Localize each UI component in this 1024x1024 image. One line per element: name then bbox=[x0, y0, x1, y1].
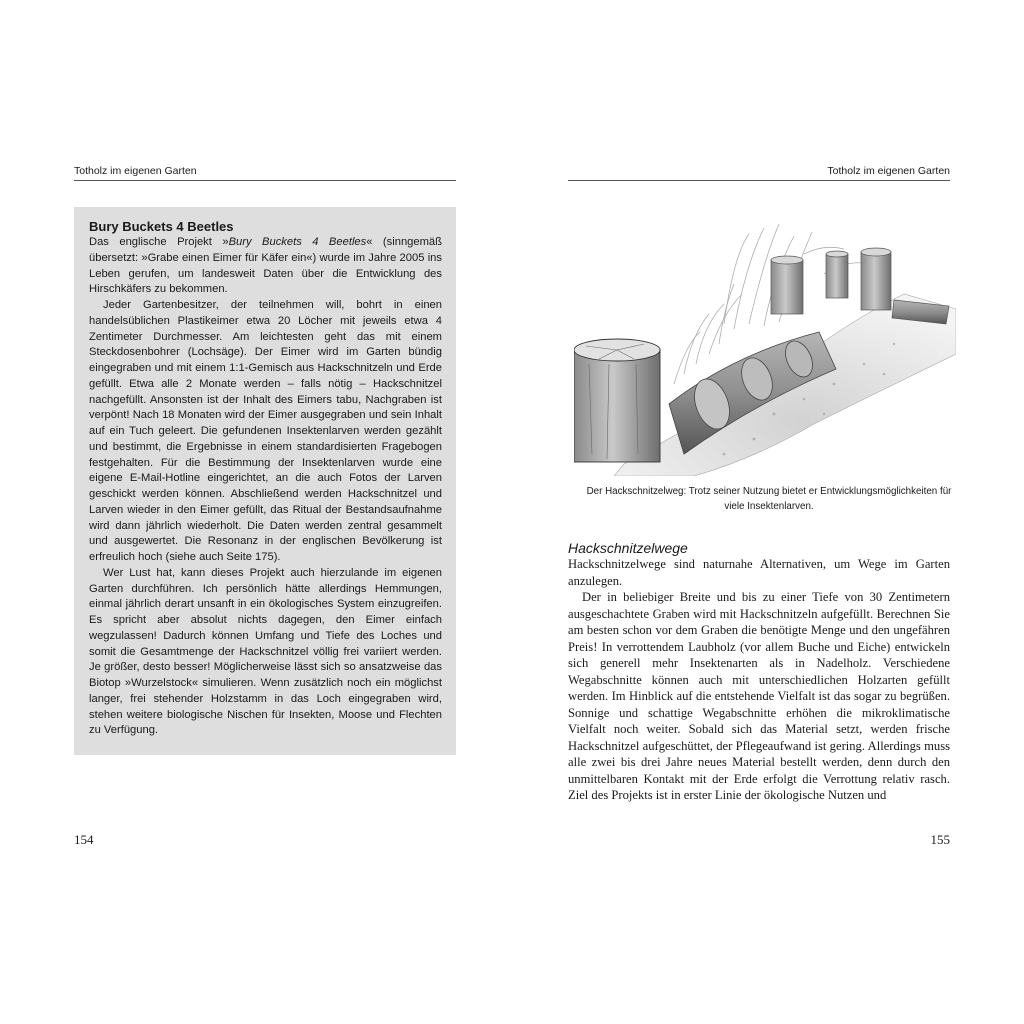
body-paragraph-2: Der in beliebiger Breite und bis zu einer Tiefe von 30 Zentimetern ausgeschachtete Graben wird mit Hackschnitzeln aufgefüllt. Berechnen Sie am besten schon vor dem Graben die benötigte Menge und den ungefähren Preis! In verrottendem Laubholz (vor allem Buche und Eiche) entwickeln sich generell mehr Insektenarten als in Nadelholz. Verschiedene Wegabschnitte können auch mit unterschiedlichen Holzarten gefüllt werden. Im Hinblick auf die entstehende Vielfalt ist das sogar zu begrüßen. Sonnige und schattige Wegabschnitte erhöhen die mikroklimatische Vielfalt noch weiter. Sobald sich das Material setzt, werden frische Hackschnitzel aufgeschüttet, der Pflegeaufwand ist gering. Allerdings muss alle zwei bis drei Jahre neues Material bestellt werden, denn durch den unmittelbaren Kontakt mit der Erde erfolgt die Verrottung relativ rasch. Ziel des Projekts ist in erster Linie der ökologische Nutzen und bbox=[568, 590, 950, 802]
info-box-title: Bury Buckets 4 Beetles bbox=[89, 219, 234, 234]
info-box-paragraph-1: Das englische Projekt »Bury Buckets 4 Beetles« (sinngemäß übersetzt: »Grabe einen Eimer für Käfer ein«) wurde im Jahre 2005 ins Leben gerufen, um landesweit Daten über die Entwicklung des Hirschkäfers zu bekommen. bbox=[89, 236, 442, 296]
info-box-paragraph-3: Wer Lust hat, kann dieses Projekt auch hierzulande im eigenen Garten durchführen. Ich persönlich hätte allerdings Hemmungen, einmal jährlich derart unsanft in ein ökologisches System einzugreifen. Es spricht aber absolut nichts dagegen, den Eimer einfach wegzulassen! Dadurch können Umfang und Tiefe des Loches und somit die Gesamtmenge der Hackschnitzel völlig frei variiert werden. Je größer, desto besser! Möglicherweise lässt sich so ansatzweise das Biotop »Wurzelstock« simulieren. Wenn zusätzlich noch ein möglichst langer, frei stehender Holzstamm in das Loch eingegraben wird, stehen weitere biologische Nischen für Insekten, Moose und Flechten zu Verfügung. bbox=[89, 566, 442, 737]
figure-caption: Der Hackschnitzelweg: Trotz seiner Nutzung bietet er Entwicklungsmöglichkeiten für viele Insektenlarven. bbox=[586, 486, 952, 512]
body-paragraph-1: Hackschnitzelwege sind naturnahe Alternativen, um Wege im Garten anzulegen. bbox=[568, 557, 950, 588]
body-text bbox=[568, 556, 950, 804]
page-number-left: 154 bbox=[74, 832, 94, 847]
right-page bbox=[512, 0, 1024, 1024]
running-head-left: Totholz im eigenen Garten bbox=[74, 164, 456, 181]
info-box bbox=[74, 207, 456, 755]
page-number-right: 155 bbox=[930, 832, 950, 847]
running-head-right: Totholz im eigenen Garten bbox=[568, 164, 950, 181]
log-path-illustration bbox=[574, 214, 956, 476]
info-box-paragraph-2: Jeder Gartenbesitzer, der teilnehmen will, bohrt in einen handelsüblichen Plastikeimer etwa 20 Löcher mit jeweils etwa 4 Zentimeter Durchmesser. Am leichtesten geht das mit einem Steckdosenbohrer (Lochsäge). Der Eimer wird im Garten bündig eingegraben und mit einem 1:1-Gemisch aus Hackschnitzeln und Erde gefüllt. Etwa alle 2 Monate werden – falls nötig – Hackschnitzel nachgefüllt. Ansonsten ist der Inhalt des Eimers tabu, Nachgraben ist verpönt! Nach 18 Monaten wird der Eimer ausgegraben und sein Inhalt auf ein Tuch geleert. Die gefundenen Insektenlarven werden gezählt und bestimmt, die Ergebnisse in einem standardisierten Fragebogen festgehalten. Für die Bestimmung der Insektenlarven wurde eine eigene E-Mail-Hotline eingerichtet, an die auch Fotos der Larven geschickt werden können. Abschließend werden Hackschnitzel und Larven wieder in den Eimer gefüllt, das Ritual der Bestandsaufnahme wird dann jährlich wiederholt. Die Daten werden zentral gesammelt und ausgewertet. Die Resonanz in der englischen Bevölkerung ist erfreulich hoch (siehe auch Seite 175). bbox=[89, 299, 442, 563]
section-title: Hackschnitzelwege bbox=[568, 540, 688, 556]
